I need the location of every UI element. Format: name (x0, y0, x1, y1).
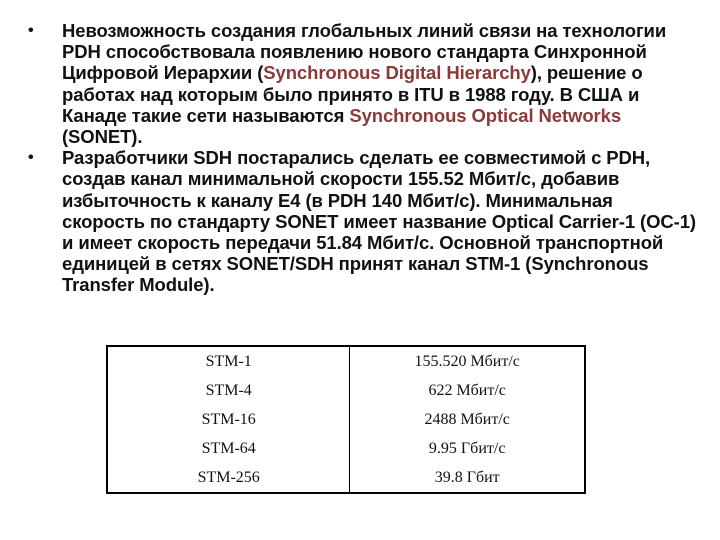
term-sdh: Synchronous Digital Hierarchy (263, 62, 531, 84)
paragraph-text: Невозможность создания глобальных линий связи на технологии PDH способствовала появлению нового стандарта Синхронной Цифровой Иерархии ( (62, 20, 667, 84)
stm-module-cell: STM-256 (107, 463, 350, 493)
bullet-item-sdh-compat (28, 147, 700, 295)
stm-rate-cell: 155.520 Мбит/с (414, 352, 520, 370)
stm-rate-cell: 39.8 Гбит (434, 468, 500, 486)
stm-rates-table (106, 345, 586, 494)
stm-module-cell: STM-64 (107, 434, 350, 463)
table-row (107, 434, 585, 463)
paragraph-text: ), решение о работах над которым было принято в ITU в 1988 году. В США и Канаде такие сети называются (62, 62, 643, 126)
table-row (107, 376, 585, 405)
bullet-list (28, 20, 700, 296)
stm-module-cell: STM-4 (107, 376, 350, 405)
stm-module-cell: STM-16 (107, 405, 350, 434)
table-row (107, 405, 585, 434)
stm-rate-cell: 622 Мбит/с (428, 381, 506, 399)
term-sonet: Synchronous Optical Networks (349, 104, 622, 126)
bullet-dot: • (28, 22, 34, 39)
bullet-dot: • (28, 149, 34, 167)
bullet-item-sdh-origin (28, 20, 700, 147)
stm-module-cell: STM-1 (107, 346, 350, 376)
table-row (107, 463, 585, 493)
paragraph-text: Разработчики SDH постарались сделать ее совместимой с PDH, создав канал минимальной скорости 155.52 Мбит/с, добавив избыточность к каналу Е4 (в PDH 140 Мбит/с). Минимальная скорость по стандарту SONET имеет название Optical Carrier-1 (OC-1) и имеет скорость передачи 51.84 Мбит/с. Основной транспортной единицей в сетях SONET/SDH принят канал STM-1 (Synchronous Transfer Module). (62, 147, 696, 296)
paragraph-text: (SONET). (62, 126, 143, 148)
stm-rate-cell: 2488 Мбит/с (424, 410, 510, 428)
stm-rate-cell: 9.95 Гбит/с (428, 439, 506, 457)
table-row (107, 346, 585, 376)
